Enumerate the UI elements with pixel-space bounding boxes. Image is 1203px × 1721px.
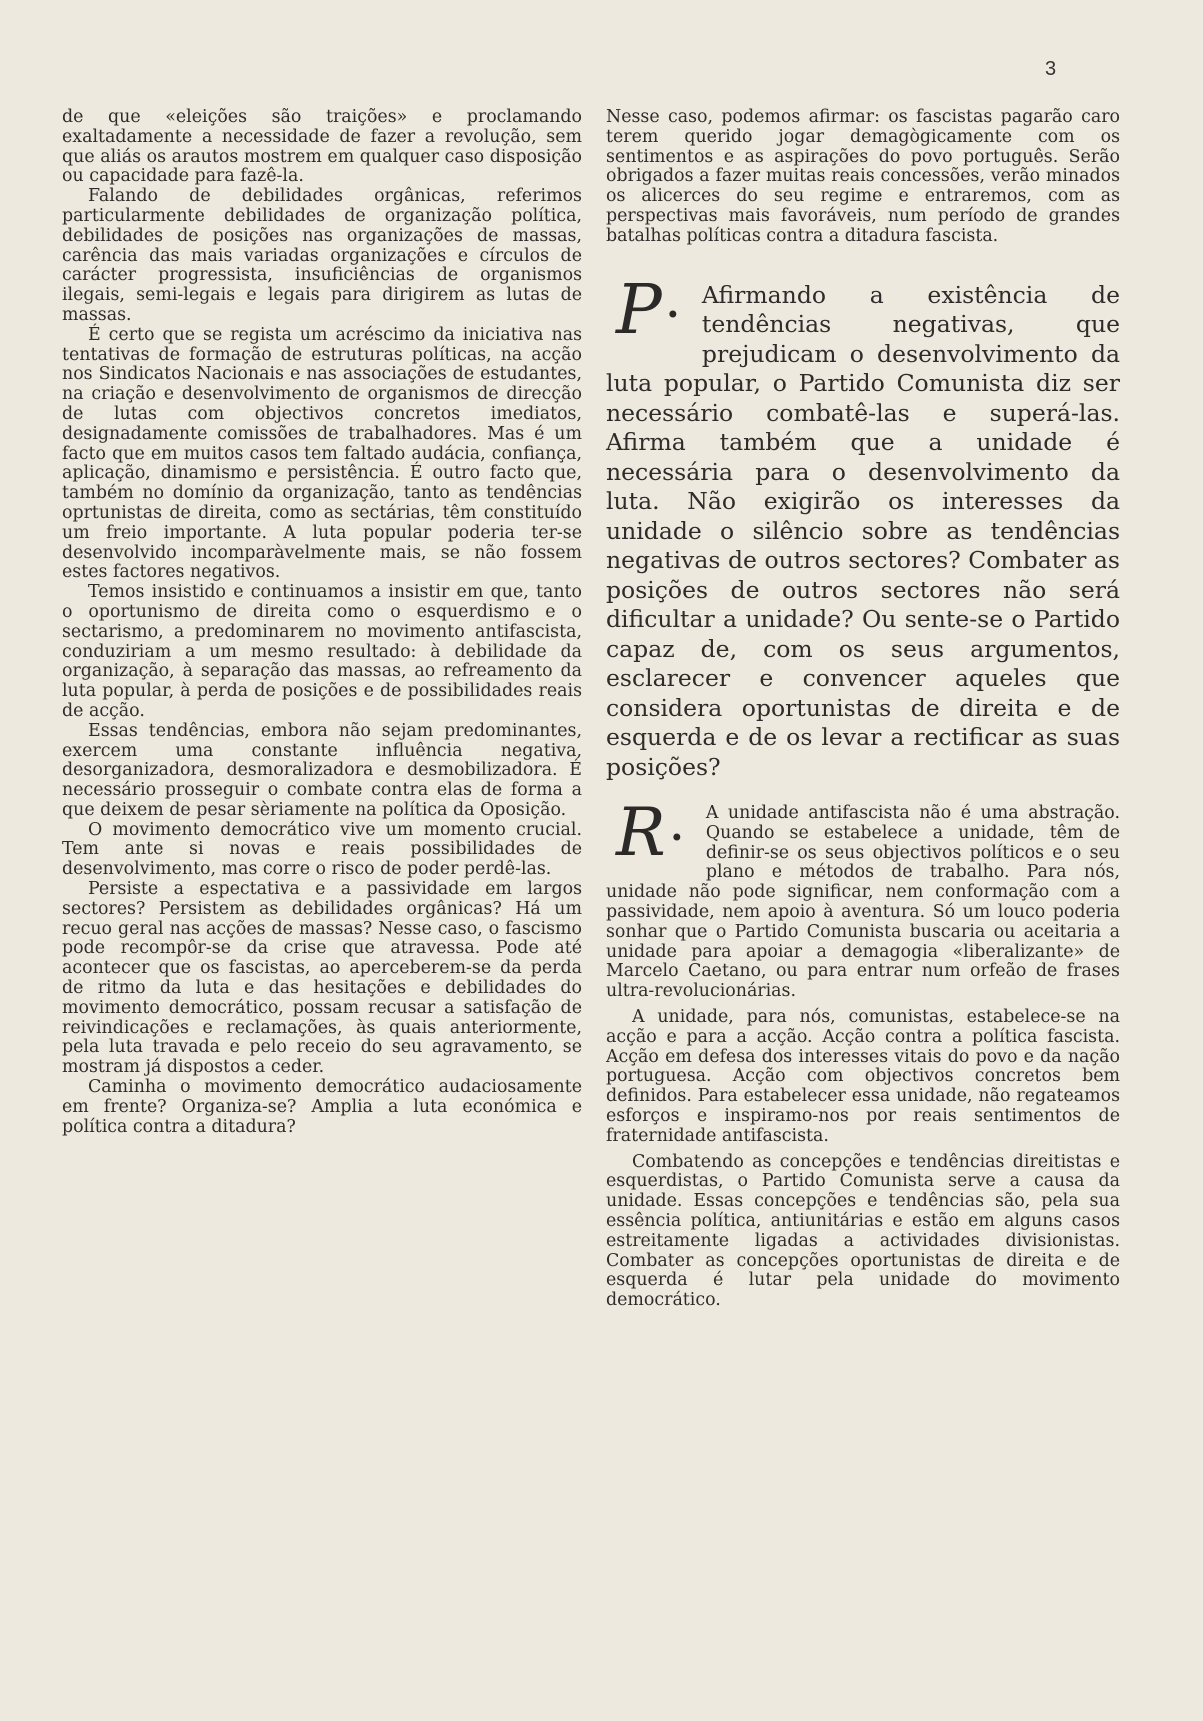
dropcap-r: R • [616, 794, 684, 872]
section-p-paragraph: Afirmando a existência de tendências negativas, que prejudicam o desenvolvimento da luta popular, o Partido Comunista diz ser necessário combatê-las e superá-las. Afirma também que a unidade é necessária para o desenvolvimento da luta. Não exigirão os interesses da unidade o silêncio sobre as tendências negativas de outros sectores? Combater as posições de outros sectores não será dificultar a unidade? Ou sente-se o Partido capaz de, com os seus argumentos, esclarecer e convencer aqueles que considera oportunistas de direita e de esquerda e de os levar a rectificar as suas posições? [606, 280, 1120, 781]
left-paragraph-4: Temos insistido e continuamos a insistir em que, tanto o oportunismo de direita como o esquerdismo e o sectarismo, a predominarem no movimento antifascista, conduziriam a um mesmo resultado: à debilidade da organização, à separação das massas, ao refreamento da luta popular, à perda de posições e de possibilidades reais de acção. [62, 582, 582, 721]
left-paragraph-7: Persiste a espectativa e a passividade em largos sectores? Persistem as debilidades orgânicas? Há um recuo geral nas acções de massas? Nesse caso, o fascismo pode recompôr-se da crise que atravessa. Pode até acontecer que os fascistas, ao aperceberem-se da perda de ritmo da luta e das hesitações e debilidades do movimento democrático, possam recusar a satisfação de reivindicações e reclamações, às quais anteriormente, pela luta travada e pelo receio do seu agravamento, se mostram já dispostos a ceder. [62, 879, 582, 1078]
dropcap-p: P • [616, 270, 680, 350]
section-r [606, 794, 1120, 1311]
section-p [606, 270, 1120, 783]
left-paragraph-1: de que «eleições são traições» e proclamando exaltadamente a necessidade de fazer a revolução, sem que aliás os arautos mostrem em qualquer caso disposição ou capacidade para fazê-la. [62, 107, 582, 187]
right-column [606, 108, 1120, 1311]
left-paragraph-8: Caminha o movimento democrático audaciosamente em frente? Organiza-se? Amplia a luta económica e política contra a ditadura? [62, 1077, 582, 1137]
section-r-paragraph-2: A unidade, para nós, comunistas, estabelece-se na acção e para a acção. Acção contra a política fascista. Acção em defesa dos interesses vitais do povo e da nação portuguesa. Acção com objectivos concretos bem definidos. Para estabelecer essa unidade, não regateamos esforços e inspiramo-nos por reais sentimentos de fraternidade antifascista. [606, 1007, 1120, 1146]
left-paragraph-5: Essas tendências, embora não sejam predominantes, exercem uma constante influência negativa, desorganizadora, desmoralizadora e desmobilizadora. É necessário prosseguir o combate contra elas de forma a que deixem de pesar sèriamente na política da Oposição. [62, 720, 582, 820]
section-r-paragraph-1: A unidade antifascista não é uma abstração. Quando se estabelece a unidade, têm de definir-se os seus objectivos políticos e o seu plano e métodos de trabalho. Para nós, unidade não pode significar, nem conformação com a passividade, nem apoio à aventura. Só um louco poderia sonhar que o Partido Comunista buscaria ou aceitaria a unidade para apoiar a demagogia «liberalizante» de Marcelo Caetano, ou para entrar num orfeão de frases ultra-revolucionárias. [606, 803, 1120, 1002]
left-column [62, 108, 582, 1137]
left-paragraph-3: É certo que se regista um acréscimo da iniciativa nas tentativas de formação de estruturas políticas, na acção nos Sindicatos Nacionais e nas associações de estudantes, na criação e desenvolvimento de organismos de direcção de lutas com objectivos concretos imediatos, designadamente comissões de trabalhadores. Mas é um facto que em muitos casos tem faltado audácia, confiança, aplicação, dinamismo e persistência. É outro facto que, também no domínio da organização, tanto as tendências oprtunistas de direita, como as sectárias, têm constituído um freio importante. A luta popular poderia ter-se desenvolvido incomparàvelmente mais, se não fossem estes factores negativos. [62, 324, 582, 583]
section-r-paragraph-3: Combatendo as concepções e tendências direitistas e esquerdistas, o Partido Comunista serve a causa da unidade. Essas concepções e tendências são, pela sua essência política, antiunitárias e estão em alguns casos estreitamente ligadas a actividades divisionistas. Combater as concepções oportunistas de direita e de esquerda é lutar pela unidade do movimento democrático. [606, 1151, 1120, 1311]
left-paragraph-2: Falando de debilidades orgânicas, referimos particularmente debilidades de organização política, debilidades de posições nas organizações de massas, carência das mais variadas organizações e círculos de carácter progressista, insuficiências de organismos ilegais, semi-legais e legais para dirigirem as lutas de massas. [62, 186, 582, 325]
page-number: 3 [1045, 58, 1057, 80]
left-paragraph-6: O movimento democrático vive um momento crucial. Tem ante si novas e reais possibilidades de desenvolvimento, mas corre o risco de poder perdê-las. [62, 819, 582, 880]
right-intro-paragraph: Nesse caso, podemos afirmar: os fascistas pagarão caro terem querido jogar demagògicamente com os sentimentos e as aspirações do povo português. Serão obrigados a fazer muitas reais concessões, verão minados os alicerces do seu regime e entraremos, com as perspectivas mais favoráveis, num período de grandes batalhas políticas contra a ditadura fascista. [606, 107, 1120, 246]
